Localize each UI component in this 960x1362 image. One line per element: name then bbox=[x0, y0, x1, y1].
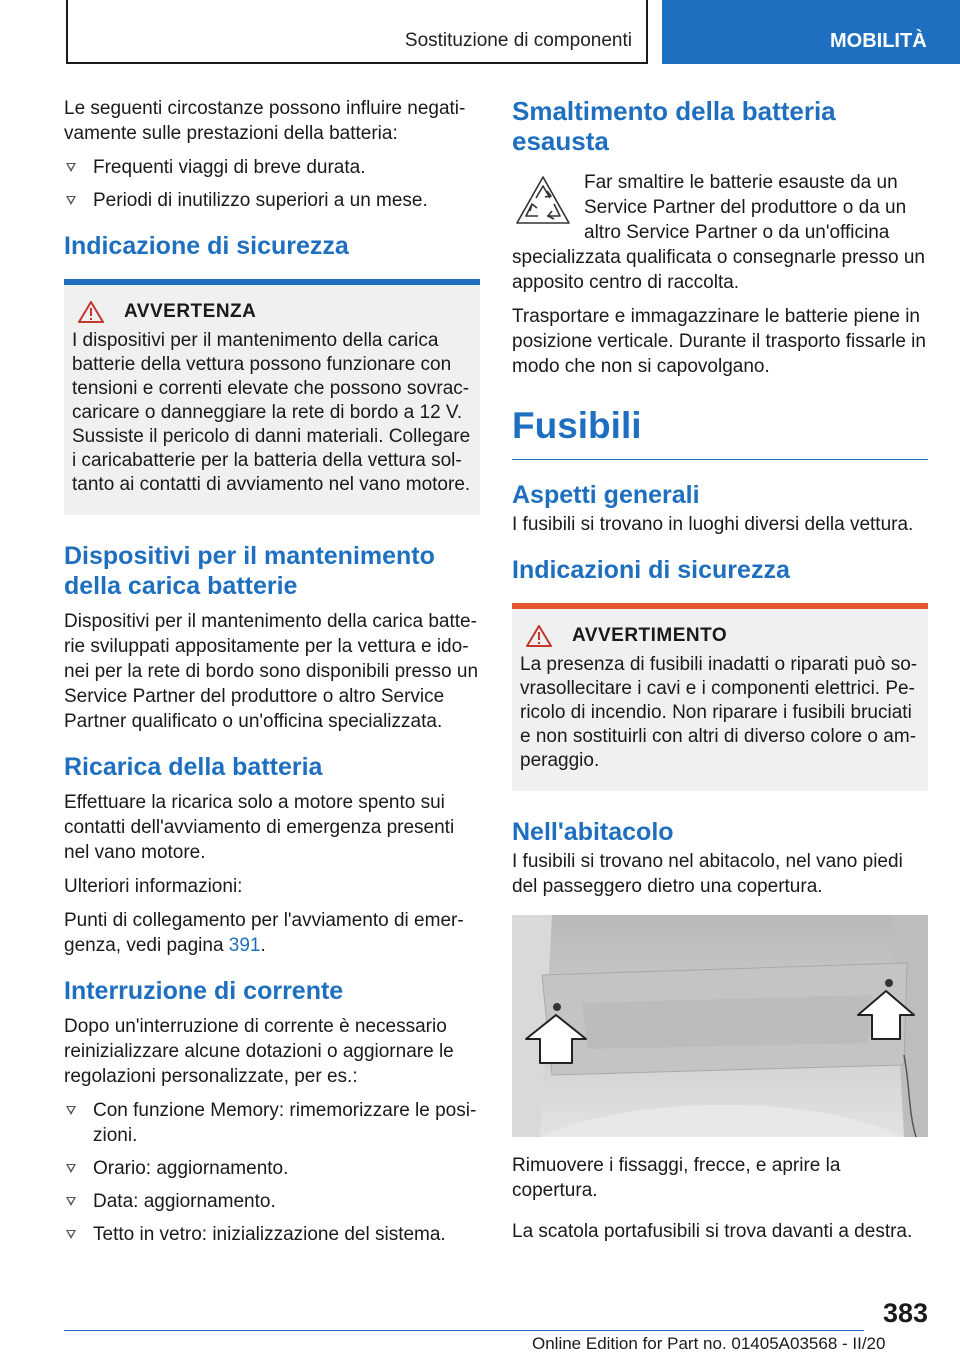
bullet-triangle-icon bbox=[66, 1197, 76, 1206]
connection-points-text bbox=[64, 908, 480, 958]
caption-fuse-box: La scatola portafusibili si trova davanti a destra. bbox=[512, 1221, 913, 1242]
list-item-text: Frequenti viaggi di breve durata. bbox=[93, 157, 366, 178]
warning-text: La presenza di fusibili inadatti o riparati può sovrasollecitare i cavi e i componenti elettrici. Pericolo di incendio. Non riparare i fusibili bruciati e non sostituirli con altri di diverso colore o amperaggio. bbox=[520, 654, 918, 771]
fuse-cover-illustration bbox=[512, 915, 928, 1137]
list-item-text: Orario: aggiornamento. bbox=[93, 1158, 289, 1179]
recycle-icon bbox=[514, 174, 572, 232]
more-info-label: Ulteriori informazioni: bbox=[64, 876, 243, 897]
fuses-title: Fusibili bbox=[512, 405, 642, 446]
list-item bbox=[64, 1156, 480, 1181]
list-item bbox=[64, 188, 480, 213]
list-item-text: Con funzione Memory: rimemorizzare le posizioni. bbox=[93, 1100, 477, 1146]
page-link[interactable]: 391 bbox=[228, 935, 261, 956]
fuse-safety-heading: Indicazioni di sicurezza bbox=[512, 556, 790, 584]
sentence-end: . bbox=[260, 935, 266, 956]
edition-text: Online Edition for Part no. 01405A03568 - II/20 bbox=[532, 1334, 886, 1353]
list-item-text: Tetto in vetro: inizializzazione del sistema. bbox=[93, 1224, 446, 1245]
maintainer-text: Dispositivi per il mantenimento della carica batterie sviluppati appositamente per la vettura e idonei per la rete di bordo sono disponibili presso un Service Partner del produttore o altro Service Partner qualificato o un'officina specializzata. bbox=[64, 611, 479, 732]
safety-heading: Indicazione di sicurezza bbox=[64, 232, 349, 260]
left-column bbox=[64, 96, 480, 1255]
general-text: I fusibili si trovano in luoghi diversi della vettura. bbox=[512, 514, 914, 535]
caption-remove: Rimuovere i fissaggi, frecce, e aprire la copertura. bbox=[512, 1155, 841, 1201]
bullet-triangle-icon bbox=[66, 1164, 76, 1173]
page-header bbox=[0, 0, 960, 66]
general-heading: Aspetti generali bbox=[512, 481, 700, 509]
title-rule bbox=[512, 459, 928, 460]
power-outage-heading: Interruzione di corrente bbox=[64, 977, 344, 1005]
bullet-triangle-icon bbox=[66, 1106, 76, 1115]
footer-rule bbox=[64, 1330, 864, 1331]
cabin-heading: Nell'abitacolo bbox=[512, 818, 674, 846]
warning-text: I dispositivi per il mantenimento della carica batterie della vettura possono funzionare con tensioni e correnti elevate che possono sovraccaricare o danneggiare la rete di bordo a 12 V. Sussiste il pericolo di danni materiali. Collegare i caricabatterie per la batteria della vettura soltanto ai contatti di avviamento nel vano motore. bbox=[72, 330, 471, 495]
disposal-text: Far smaltire le batterie esauste da un Service Partner del produttore o da un altro Service Partner o da un'officina specializzata qualificata o consegnarle presso un apposito centro di raccolta. bbox=[512, 172, 925, 293]
warning-box bbox=[512, 603, 928, 791]
transport-text: Trasportare e immagazzinare le batterie piene in posizione verticale. Durante il trasporto fissarle in modo che non si capovolgano. bbox=[512, 306, 926, 377]
section-tab bbox=[66, 0, 648, 64]
list-item-text: Data: aggiornamento. bbox=[93, 1191, 276, 1212]
chapter-tab: MOBILITÀ bbox=[662, 0, 960, 64]
maintainer-heading: Dispositivi per il mantenimento della carica batterie bbox=[64, 542, 435, 600]
cabin-text: I fusibili si trovano nel abitacolo, nel vano piedi del passeggero dietro una copertura. bbox=[512, 851, 903, 897]
disposal-block bbox=[512, 170, 928, 304]
section-title: Sostituzione di componenti bbox=[404, 30, 632, 51]
list-item-text: Periodi di inutilizzo superiori a un mese. bbox=[93, 190, 428, 211]
fuse-cover-photo bbox=[512, 915, 928, 1137]
list-item bbox=[64, 1189, 480, 1214]
right-column bbox=[512, 96, 928, 1253]
bullet-triangle-icon bbox=[66, 196, 76, 205]
disposal-heading: Smaltimento della batteria esausta bbox=[512, 96, 836, 156]
intro-paragraph: Le seguenti circostanze possono influire negativamente sulle prestazioni della batteria: bbox=[64, 98, 466, 144]
list-item bbox=[64, 1222, 480, 1247]
connection-points-sentence: Punti di collegamento per l'avviamento di emergenza, vedi pagina bbox=[64, 910, 464, 956]
warning-box bbox=[64, 279, 480, 515]
warning-triangle-icon bbox=[526, 625, 552, 647]
list-item bbox=[64, 155, 480, 180]
charging-text: Effettuare la ricarica solo a motore spento sui contatti dell'avviamento di emergenza presenti nel vano motore. bbox=[64, 792, 455, 863]
power-outage-text: Dopo un'interruzione di corrente è necessario reinizializzare alcune dotazioni o aggiornare le regolazioni personalizzate, per es.: bbox=[64, 1016, 454, 1087]
warning-title: AVVERTIMENTO bbox=[572, 625, 728, 646]
bullet-triangle-icon bbox=[66, 1230, 76, 1239]
list-item bbox=[64, 1098, 480, 1148]
bullet-triangle-icon bbox=[66, 163, 76, 172]
page-number: 383 bbox=[882, 1298, 928, 1328]
charging-heading: Ricarica della batteria bbox=[64, 753, 323, 781]
warning-title: AVVERTENZA bbox=[124, 301, 257, 322]
warning-triangle-icon bbox=[78, 301, 104, 323]
